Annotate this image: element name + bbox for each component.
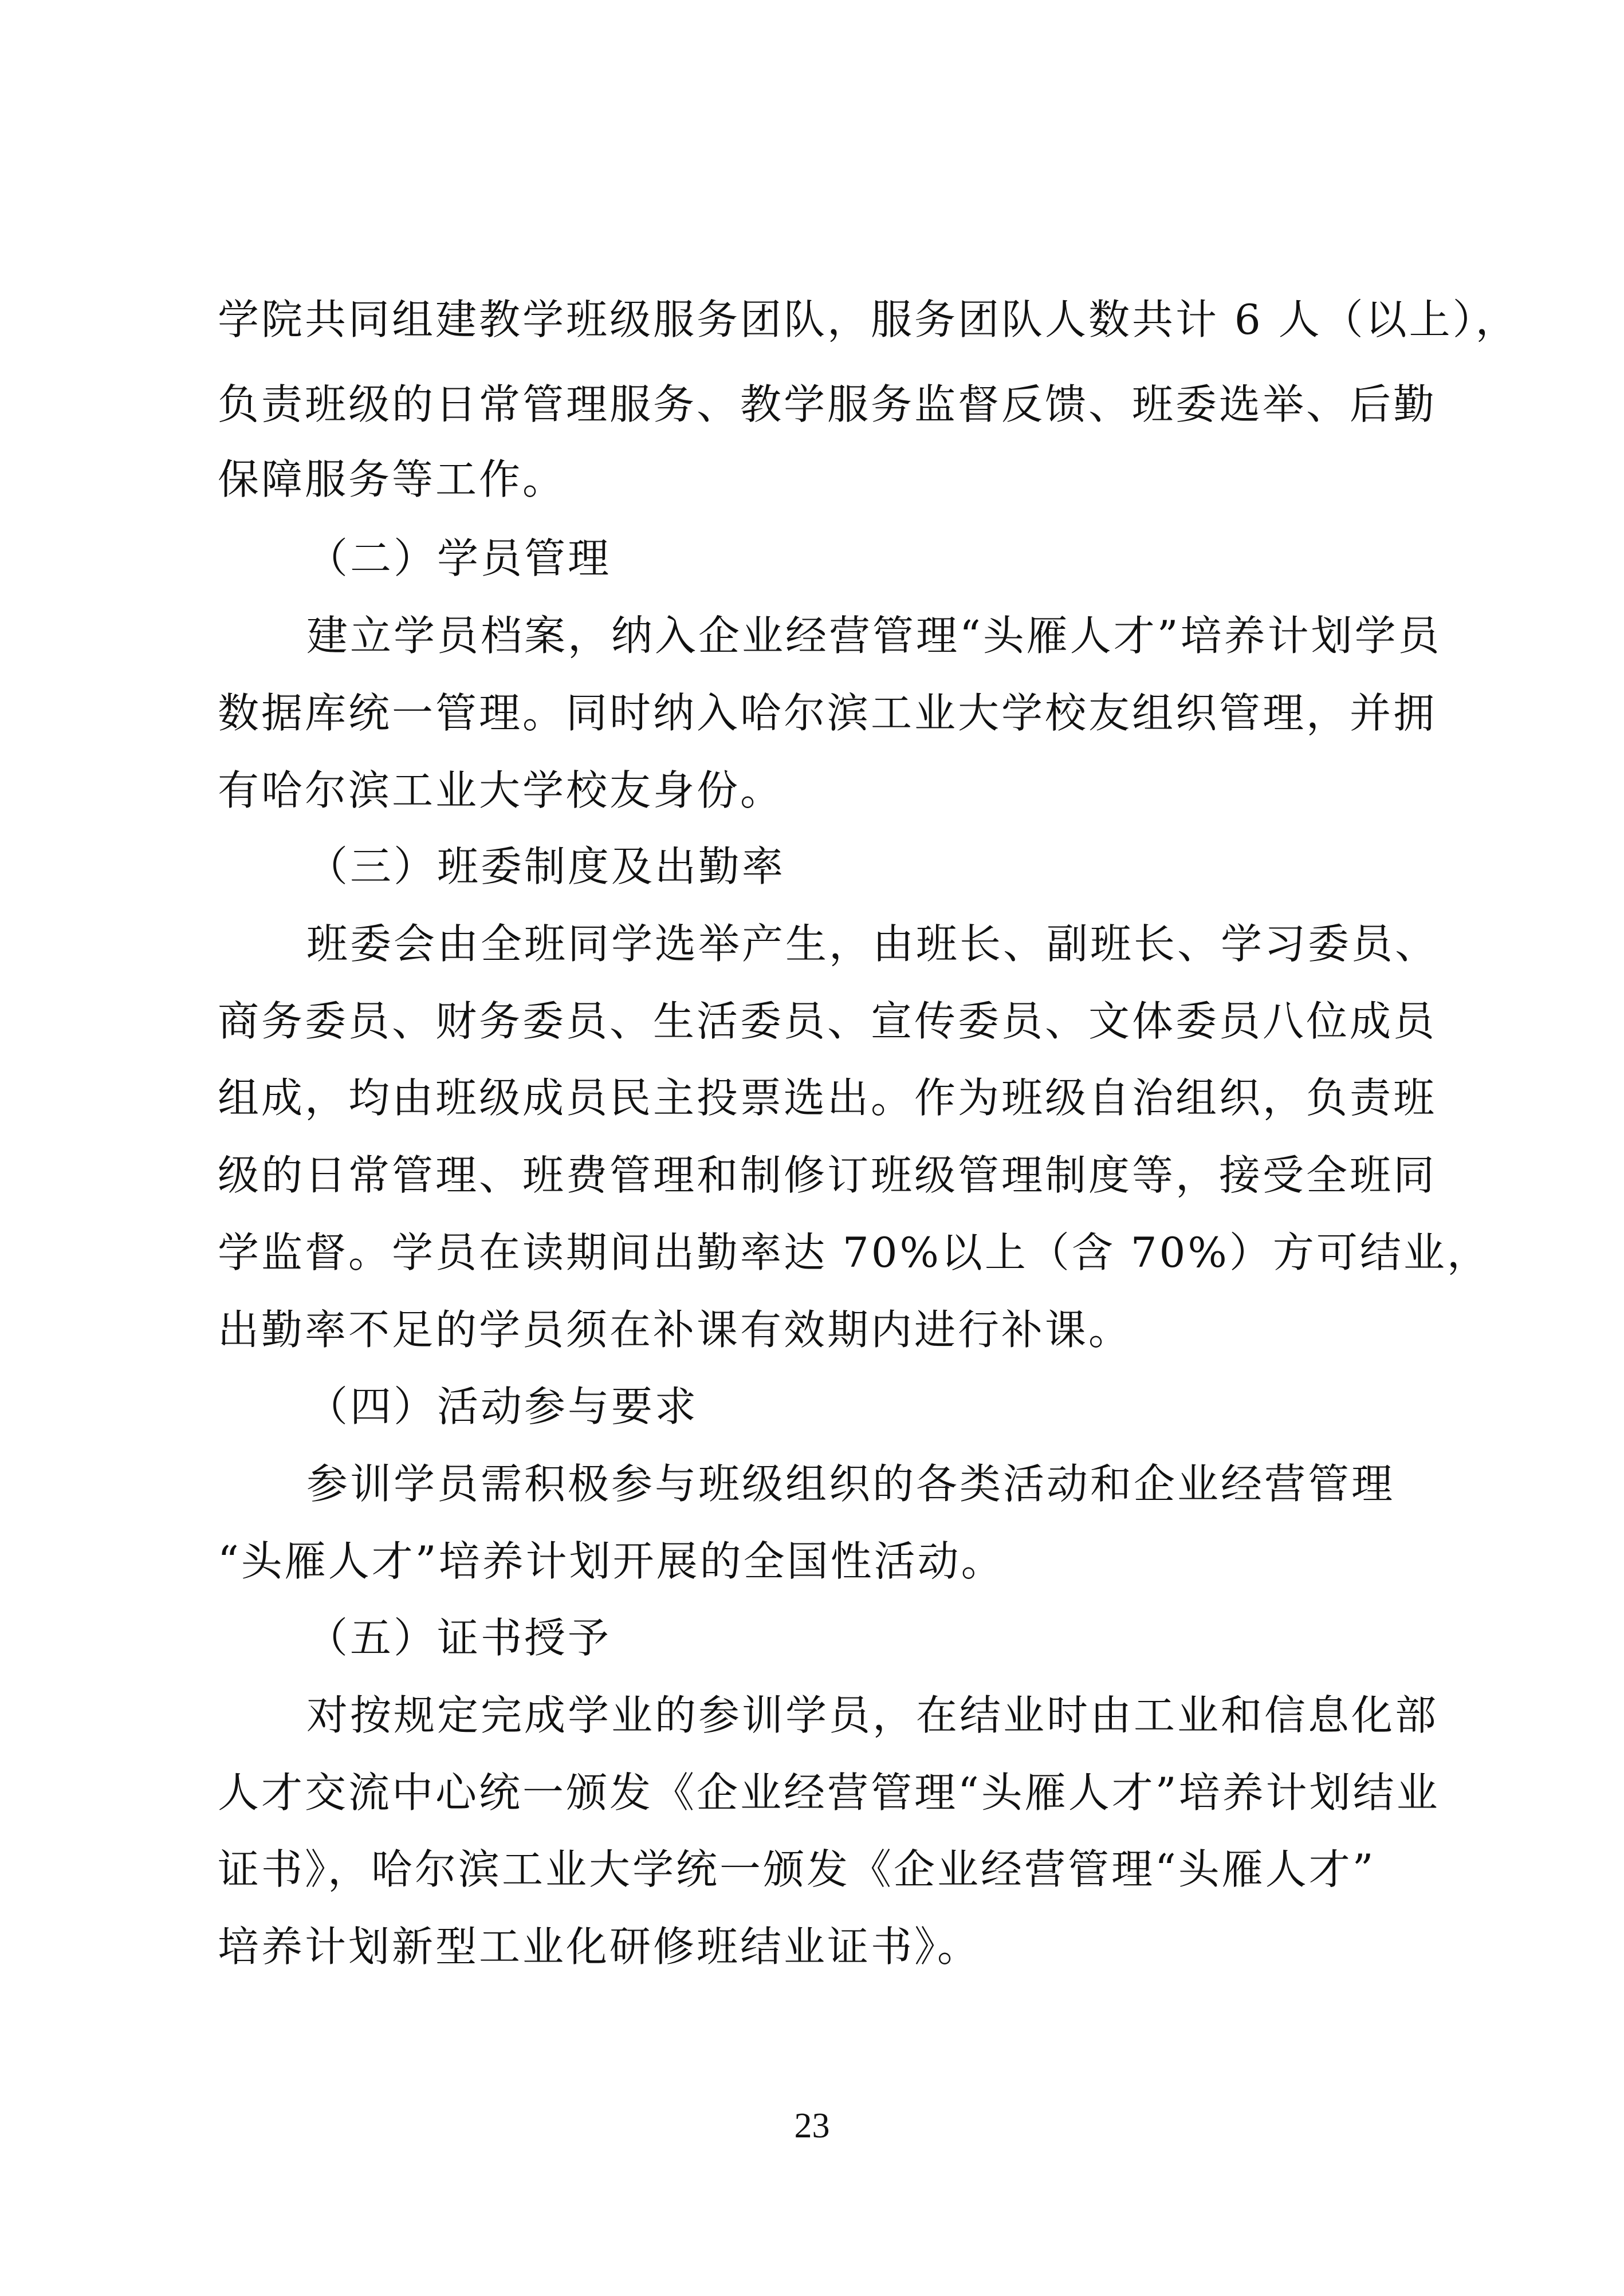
- section-heading-certificate: （五）证书授予: [306, 1614, 612, 1662]
- paragraph-line: 对按规定完成学业的参训学员，在结业时由工业和信息化部: [306, 1691, 1439, 1739]
- paragraph-line: 班委会由全班同学选举产生，由班长、副班长、学习委员、: [306, 920, 1439, 968]
- paragraph-line: 有哈尔滨工业大学校友身份。: [218, 766, 784, 814]
- paragraph-line: 人才交流中心统一颁发《企业经营管理“头雁人才”培养计划结业: [218, 1769, 1440, 1817]
- paragraph-line: 级的日常管理、班费管理和制修订班级管理制度等，接受全班同: [218, 1151, 1437, 1199]
- paragraph-line: 建立学员档案，纳入企业经营管理“头雁人才”培养计划学员: [306, 612, 1442, 660]
- section-heading-activity-requirements: （四）活动参与要求: [306, 1383, 699, 1431]
- section-heading-class-committee: （三）班委制度及出勤率: [306, 842, 786, 891]
- paragraph-line: 培养计划新型工业化研修班结业证书》。: [218, 1923, 981, 1971]
- paragraph-line: 保障服务等工作。: [218, 455, 567, 503]
- paragraph-line: 商务委员、财务委员、生活委员、宣传委员、文体委员八位成员: [218, 997, 1437, 1045]
- paragraph-line: “头雁人才”培养计划开展的全国性活动。: [218, 1537, 1005, 1585]
- page-number: 23: [794, 2106, 830, 2145]
- paragraph-line: 组成，均由班级成员民主投票选出。作为班级自治组织，负责班: [218, 1074, 1437, 1122]
- paragraph-line: 学监督。学员在读期间出勤率达 70%以上（含 70%）方可结业，: [218, 1228, 1491, 1277]
- paragraph-line: 数据库统一管理。同时纳入哈尔滨工业大学校友组织管理，并拥: [218, 689, 1437, 737]
- paragraph-line: 学院共同组建教学班级服务团队，服务团队人数共计 6 人（以上），: [218, 296, 1519, 344]
- paragraph-line: 出勤率不足的学员须在补课有效期内进行补课。: [218, 1306, 1133, 1354]
- paragraph-line: 证书》，哈尔滨工业大学统一颁发《企业经营管理“头雁人才”: [218, 1845, 1376, 1893]
- section-heading-student-management: （二）学员管理: [306, 534, 612, 582]
- paragraph-line: 负责班级的日常管理服务、教学服务监督反馈、班委选举、后勤: [218, 380, 1437, 428]
- paragraph-line: 参训学员需积极参与班级组织的各类活动和企业经营管理: [306, 1460, 1395, 1508]
